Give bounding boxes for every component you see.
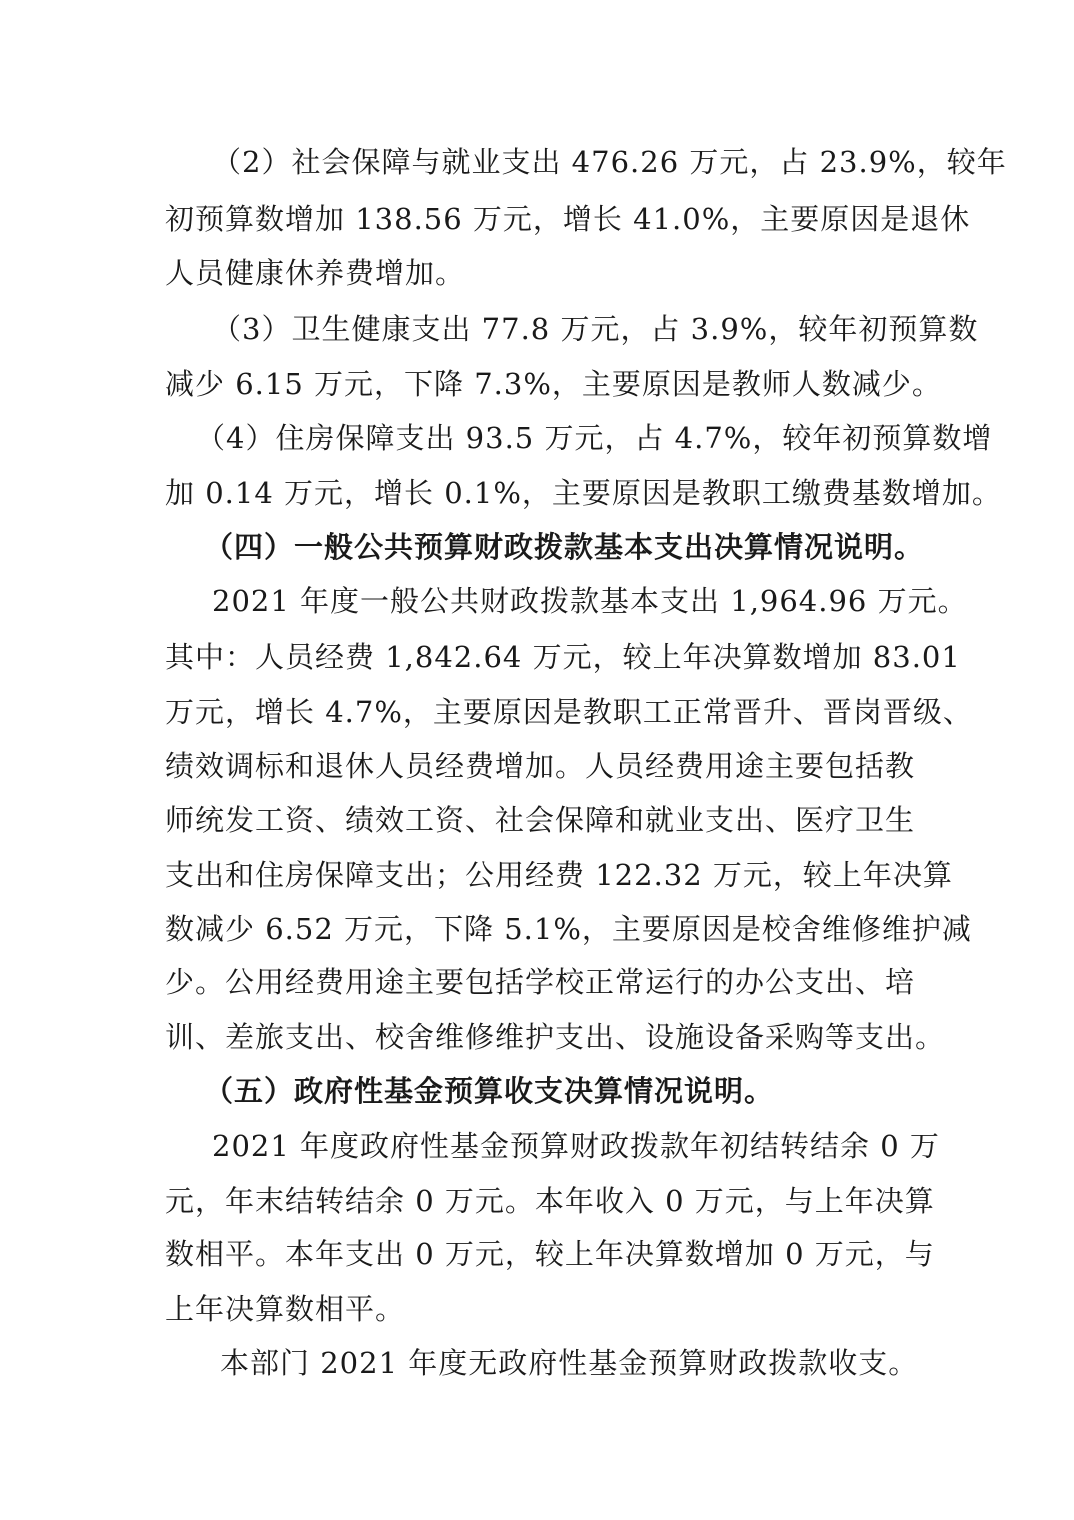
p2-line-3: 人员健康休养费增加。 — [165, 256, 466, 290]
p3-line-2: 减少 6.15 万元，下降 7.3%，主要原因是教师人数减少。 — [165, 367, 942, 401]
p5-line-1: 2021 年度一般公共财政拨款基本支出 1,964.96 万元。 — [212, 584, 968, 618]
section-heading-4: （四）一般公共预算财政拨款基本支出决算情况说明。 — [204, 530, 925, 564]
p6-line-3: 数相平。本年支出 0 万元，较上年决算数增加 0 万元，与 — [165, 1237, 935, 1271]
p2-line-2: 初预算数增加 138.56 万元，增长 41.0%，主要原因是退休 — [165, 202, 971, 236]
p4-line-2: 加 0.14 万元，增长 0.1%，主要原因是教职工缴费基数增加。 — [165, 476, 1002, 510]
p5-line-5: 师统发工资、绩效工资、社会保障和就业支出、医疗卫生 — [165, 803, 916, 837]
p5-line-4: 绩效调标和退休人员经费增加。人员经费用途主要包括教 — [165, 749, 916, 783]
p3-line-1: （3）卫生健康支出 77.8 万元，占 3.9%，较年初预算数 — [212, 312, 979, 346]
p5-line-9: 训、差旅支出、校舍维修维护支出、设施设备采购等支出。 — [165, 1020, 946, 1054]
p6-line-1: 2021 年度政府性基金预算财政拨款年初结转结余 0 万 — [212, 1129, 940, 1163]
p5-line-7: 数减少 6.52 万元，下降 5.1%，主要原因是校舍维修维护减 — [165, 912, 972, 946]
p5-line-6: 支出和住房保障支出；公用经费 122.32 万元，较上年决算 — [165, 858, 953, 892]
p6-line-4: 上年决算数相平。 — [165, 1292, 406, 1326]
p2-line-1: （2）社会保障与就业支出 476.26 万元，占 23.9%，较年 — [212, 145, 1007, 179]
p5-line-3: 万元，增长 4.7%，主要原因是教职工正常晋升、晋岗晋级、 — [165, 695, 973, 729]
p6-line-2: 元，年末结转结余 0 万元。本年收入 0 万元，与上年决算 — [165, 1184, 935, 1218]
section-heading-5: （五）政府性基金预算收支决算情况说明。 — [204, 1074, 775, 1108]
p7-line-1: 本部门 2021 年度无政府性基金预算财政拨款收支。 — [220, 1346, 919, 1380]
p5-line-8: 少。公用经费用途主要包括学校正常运行的办公支出、培 — [165, 965, 916, 999]
p5-line-2: 其中：人员经费 1,842.64 万元，较上年决算数增加 83.01 — [165, 640, 961, 674]
p4-line-1: （4）住房保障支出 93.5 万元，占 4.7%，较年初预算数增 — [196, 421, 993, 455]
